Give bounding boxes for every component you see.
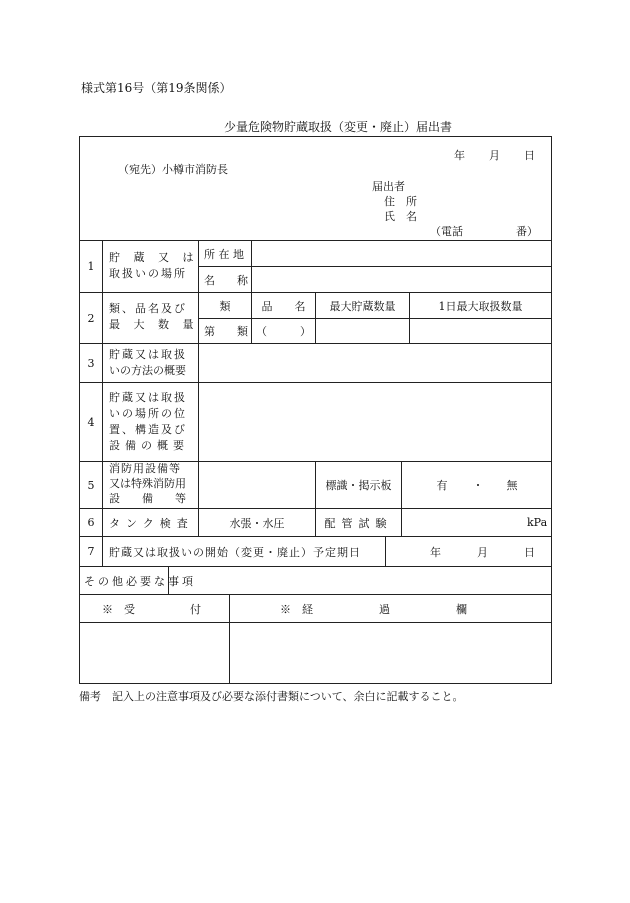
sign-yes: 有 (436, 479, 448, 492)
notifier-label: 届出者 (372, 180, 405, 193)
col-item-header: 品 名 (261, 299, 306, 313)
phone-suffix: 番） (516, 225, 538, 238)
col-class-header: 類 (219, 299, 231, 313)
remarks: 備考 記入上の注意事項及び必要な添付書類について、余白に記載すること。 (79, 690, 464, 703)
tank-test-value: 水張・水圧 (229, 516, 285, 530)
item-value: （ ） (256, 325, 311, 338)
other-matters-label: その他必要な事項 (84, 574, 196, 588)
row3-number: 3 (87, 356, 95, 370)
row4-number: 4 (87, 415, 95, 429)
phone-label: （電話 (430, 225, 463, 238)
row1-location-label: 所 在 地 (204, 247, 244, 261)
row6-number: 6 (87, 516, 95, 529)
col-max-storage-header: 最大貯蔵数量 (329, 299, 396, 313)
row7-label: 貯蔵又は取扱いの開始（変更・廃止）予定期日 (109, 545, 361, 559)
row5-label: 消防用設備等 又は特殊消防用 設 備 等 (109, 462, 186, 505)
addressee: （宛先）小樽市消防長 (118, 163, 228, 176)
form-number: 様式第16号（第19条関係） (81, 81, 232, 95)
name-label: 氏 名 (384, 210, 417, 223)
row3-label: 貯蔵又は取扱 いの方法の概要 (109, 348, 187, 377)
row6-label: タンク検査 (109, 516, 194, 530)
reception-label: ※ 受 付 (102, 602, 201, 616)
row7-year: 年 (430, 545, 441, 559)
row7-day: 日 (524, 545, 535, 559)
sign-board-label: 標識・掲示板 (325, 479, 392, 492)
header-year: 年 (454, 149, 465, 162)
pressure-unit: kPa (527, 516, 548, 529)
pipe-test-label: 配管試験 (324, 516, 393, 530)
address-label: 住 所 (384, 195, 417, 208)
col-daily-max-header: 1日最大取扱数量 (438, 299, 523, 313)
sign-no: 無 (506, 479, 518, 492)
row2-label: 類、品名及び 最 大 数 量 (109, 302, 199, 331)
row1-label: 貯 蔵 又 は 取扱いの場所 (109, 251, 199, 280)
row2-number: 2 (87, 311, 95, 325)
header-month: 月 (489, 149, 500, 162)
row4-label: 貯蔵又は取扱 いの場所の位 置、構造及び 設備の概要 (109, 391, 189, 452)
sign-separator: ・ (472, 479, 484, 492)
row7-number: 7 (87, 545, 95, 558)
row1-number: 1 (87, 260, 95, 273)
progress-label: ※ 経 過 欄 (280, 602, 467, 616)
header-day: 日 (524, 149, 535, 162)
row1-name-label: 名 称 (204, 273, 248, 287)
row7-month: 月 (477, 545, 488, 559)
class-value: 第 類 (204, 325, 248, 338)
row5-number: 5 (87, 478, 95, 492)
document-title: 少量危険物貯蔵取扱（変更・廃止）届出書 (224, 120, 453, 134)
